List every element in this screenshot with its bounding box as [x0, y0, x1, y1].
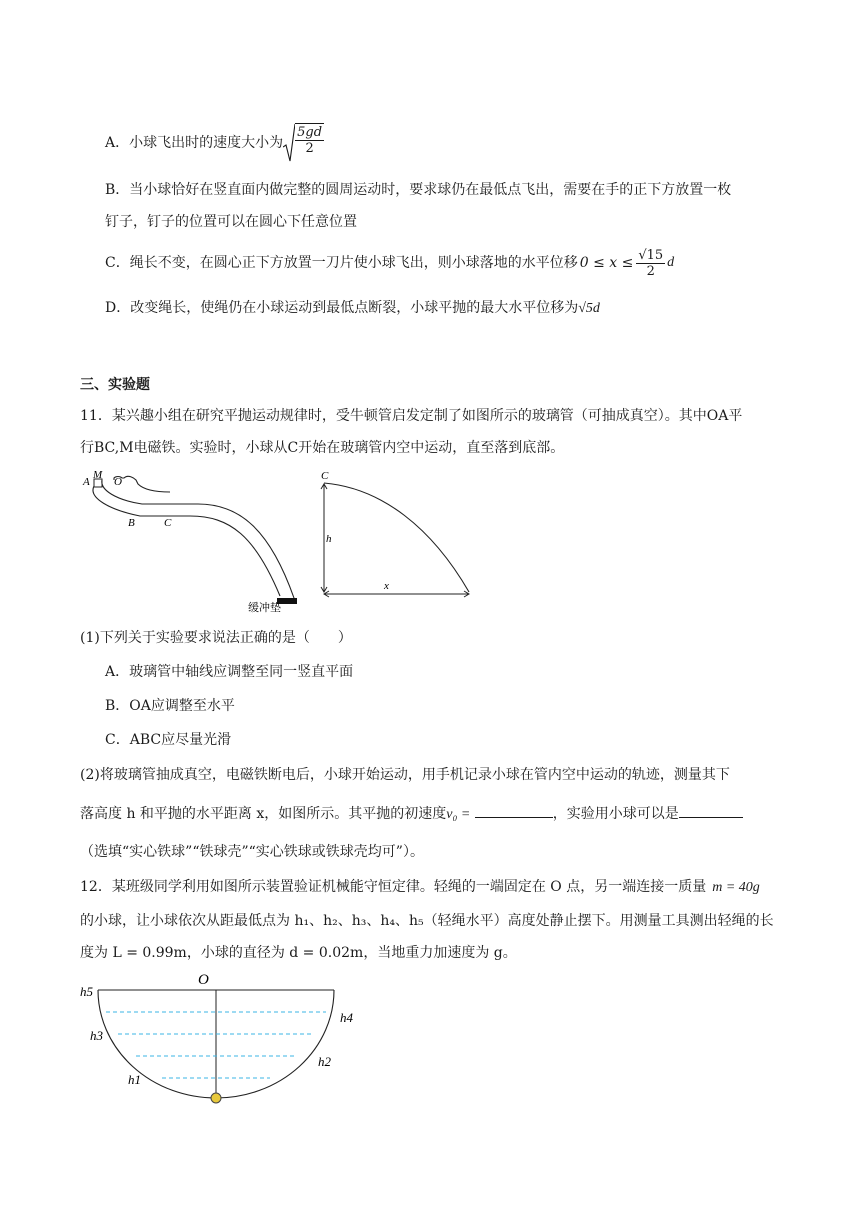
option-d-text: D．改变绳长，使绳仍在小球运动到最低点断裂，小球平抛的最大水平位移为: [105, 300, 579, 316]
answer-blank-ball[interactable]: [679, 803, 743, 818]
radical-sign-icon: [283, 123, 295, 163]
label-h4: h4: [340, 1010, 353, 1025]
label-h: h: [326, 533, 332, 545]
q12-line1-text: 12．某班级同学利用如图所示装置验证机械能守恒定律。轻绳的一端固定在 O 点，另一端连接一质量: [80, 879, 707, 895]
glass-tube-figure: [80, 470, 320, 615]
pendulum-figure: [78, 968, 368, 1113]
sqrt-expression: [283, 123, 324, 163]
v0-symbol: v₀ =: [446, 807, 471, 822]
fraction-numerator: √15: [638, 247, 664, 263]
q11-sub2-line1: (2)将玻璃管抽成真空，电磁铁断电后，小球开始运动，用手机记录小球在管内空中运动的轨迹，测量其下: [80, 767, 730, 783]
mass-value: m = 40g: [712, 880, 760, 895]
trajectory-figure: [312, 468, 477, 603]
fraction-denominator: 2: [305, 141, 314, 156]
label-B: B: [128, 517, 135, 529]
option-c-inequality: 0 ≤ x ≤: [579, 255, 634, 271]
q11-option-b: B．OA应调整至水平: [105, 698, 235, 714]
q11-option-a: A．玻璃管中轴线应调整至同一竖直平面: [105, 664, 354, 680]
option-c-fraction: [636, 248, 665, 279]
option-c-text: C．绳长不变，在圆心正下方放置一刀片使小球飞出，则小球落地的水平位移: [105, 255, 578, 271]
fraction-denominator: 2: [646, 263, 655, 279]
label-h5: h5: [80, 984, 93, 999]
fraction-numerator: 5gd: [297, 125, 323, 140]
answer-blank-v0[interactable]: [475, 803, 553, 818]
q12-line1: [80, 877, 760, 898]
option-b-line1: B．当小球恰好在竖直面内做完整的圆周运动时，要求球仍在最低点飞出，需要在手的正下方放置一枚: [105, 182, 732, 198]
q11-sub2-text-a: 落高度 h 和平抛的水平距离 x，如图所示。其平抛的初速度: [80, 806, 447, 822]
buffer-pad-label: 缓冲垫: [248, 602, 281, 614]
label-h3: h3: [90, 1028, 103, 1043]
label-C: C: [321, 470, 329, 482]
q11-line2: 行BC,M电磁铁。实验时，小球从C开始在玻璃管内空中运动，直至落到底部。: [80, 440, 565, 456]
option-c-d: d: [667, 255, 675, 270]
option-a: [105, 126, 324, 160]
option-b-line2: 钉子，钉子的位置可以在圆心下任意位置: [105, 214, 357, 230]
q11-option-c: C．ABC应尽量光滑: [105, 732, 232, 748]
q12-line2: 的小球，让小球依次从距最低点为 h₁、h₂、h₃、h₄、h₅（轻绳水平）高度处静止摆下。用测量工具测出轻绳的长: [80, 913, 774, 929]
q11-sub2-line3: （选填“实心铁球”“铁球壳”“实心铁球或铁球壳均可”）。: [80, 844, 424, 860]
label-O: O: [114, 476, 122, 488]
option-c: [105, 245, 674, 281]
section-title: 三、实验题: [80, 377, 150, 393]
label-A: A: [83, 476, 90, 488]
label-O: O: [198, 972, 209, 988]
option-d-value: √5d: [578, 301, 600, 316]
q11-sub2-line2: [80, 803, 743, 825]
option-d: [105, 298, 600, 319]
label-x: x: [384, 580, 389, 592]
q11-sub1: (1)下列关于实验要求说法正确的是（ ）: [80, 630, 352, 646]
q11-line1: 11．某兴趣小组在研究平抛运动规律时，受牛顿管启发定制了如图所示的玻璃管（可抽成真空）。其中OA平: [80, 408, 743, 424]
label-M: M: [93, 470, 103, 481]
label-h2: h2: [318, 1054, 331, 1069]
q12-line3: 度为 L = 0.99m，小球的直径为 d = 0.02m，当地重力加速度为 g。: [80, 945, 517, 961]
ball-icon: [211, 1093, 221, 1103]
option-a-text: A．小球飞出时的速度大小为: [105, 135, 284, 151]
q11-sub2-text-b: ，实验用小球可以是: [552, 806, 679, 822]
label-h1: h1: [128, 1072, 141, 1087]
label-C: C: [164, 517, 172, 529]
